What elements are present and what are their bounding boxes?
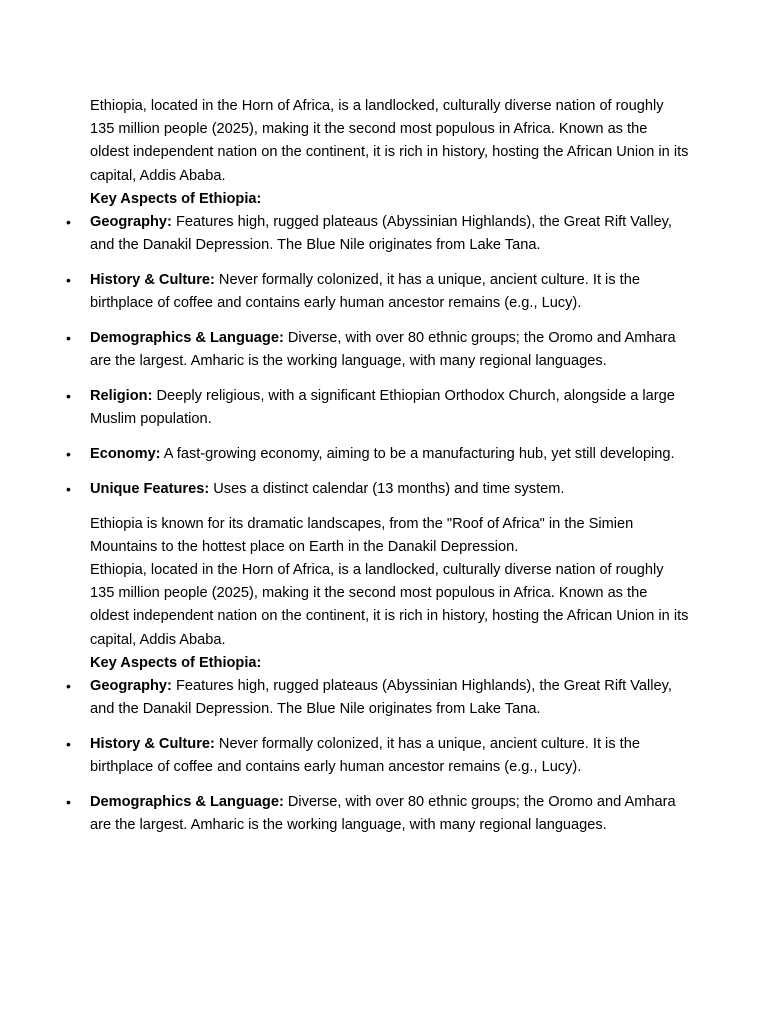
list-item-term: Economy: — [90, 446, 161, 463]
closing-paragraph: Ethiopia is known for its dramatic landscapes, from the "Roof of Africa" in the Simien Mountains to the hottest place on Earth in the Danakil Depression. — [90, 515, 634, 555]
list-item — [90, 733, 690, 779]
list-item-text: Never formally colonized, it has a unique, ancient culture. It is the birthplace of coffee and contains early human ancestor remains (e.g., Lucy). — [90, 272, 640, 312]
list-item-text: Features high, rugged plateaus (Abyssinian Highlands), the Great Rift Valley, and the Danakil Depression. The Blue Nile originates from Lake Tana. — [90, 214, 672, 254]
list-item-text: Diverse, with over 80 ethnic groups; the Oromo and Amhara are the largest. Amharic is the working language, with many regional languages. — [90, 330, 676, 370]
list-item-term: Demographics & Language: — [90, 794, 284, 811]
key-aspects-list — [90, 675, 690, 837]
list-item-text: A fast-growing economy, aiming to be a manufacturing hub, yet still developing. — [160, 446, 675, 463]
list-item-text: Features high, rugged plateaus (Abyssinian Highlands), the Great Rift Valley, and the Danakil Depression. The Blue Nile originates from Lake Tana. — [90, 678, 672, 718]
intro-paragraph: Ethiopia, located in the Horn of Africa, is a landlocked, culturally diverse nation of roughly 135 million people (2025), making it the second most populous in Africa. Known as the oldest independent nation on the continent, it is rich in history, hosting the African Union in its capital, Addis Ababa. — [90, 98, 689, 184]
list-item-text: Deeply religious, with a significant Ethiopian Orthodox Church, alongside a large Muslim population. — [90, 388, 675, 428]
intro-paragraph: Ethiopia, located in the Horn of Africa, is a landlocked, culturally diverse nation of roughly 135 million people (2025), making it the second most populous in Africa. Known as the oldest independent nation on the continent, it is rich in history, hosting the African Union in its capital, Addis Ababa. — [90, 562, 689, 648]
key-aspects-list — [90, 211, 690, 501]
key-aspects-heading: Key Aspects of Ethiopia: — [90, 190, 262, 207]
list-item-text: Uses a distinct calendar (13 months) and time system. — [209, 480, 565, 497]
list-item-term: Demographics & Language: — [90, 330, 284, 347]
list-item-term: History & Culture: — [90, 272, 215, 289]
list-item-term: Religion: — [90, 388, 153, 405]
list-item — [90, 327, 690, 373]
list-item-term: Geography: — [90, 214, 172, 231]
list-item — [90, 478, 690, 501]
list-item-term: Unique Features: — [90, 480, 210, 497]
list-item — [90, 269, 690, 315]
list-item — [90, 675, 690, 721]
list-item-term: Geography: — [90, 678, 172, 695]
list-item — [90, 443, 690, 466]
list-item — [90, 385, 690, 431]
list-item-text: Never formally colonized, it has a unique, ancient culture. It is the birthplace of coffee and contains early human ancestor remains (e.g., Lucy). — [90, 736, 640, 776]
list-item-term: History & Culture: — [90, 736, 215, 753]
list-item-text: Diverse, with over 80 ethnic groups; the Oromo and Amhara are the largest. Amharic is the working language, with many regional languages. — [90, 794, 676, 834]
key-aspects-heading: Key Aspects of Ethiopia: — [90, 654, 262, 671]
list-item — [90, 791, 690, 837]
list-item — [90, 211, 690, 257]
document-page — [90, 95, 690, 849]
